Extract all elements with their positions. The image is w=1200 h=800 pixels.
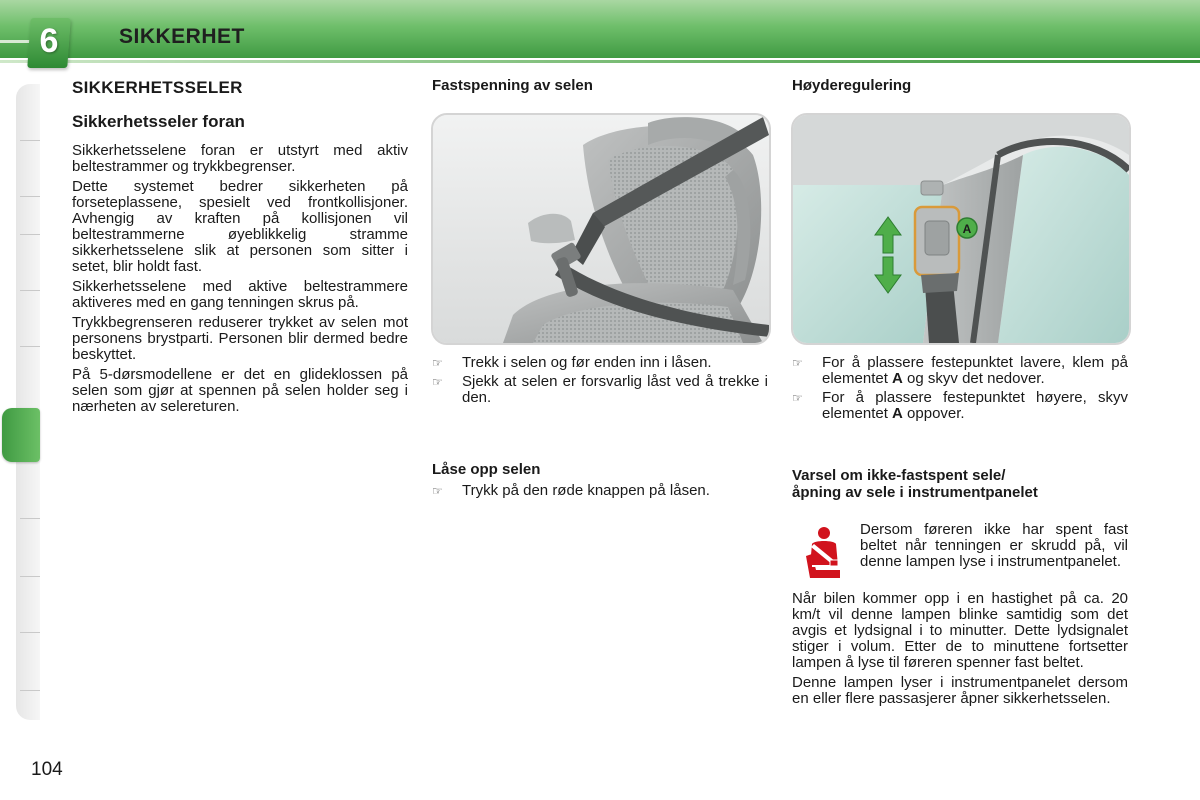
bullet-text: Trekk i selen og før enden inn i låsen. xyxy=(462,354,712,371)
side-tab-divider xyxy=(20,690,40,691)
paragraph: Sikkerhetsselene med aktive beltestrammere aktiveres med en gang tenningen skrus på. xyxy=(72,278,408,311)
side-tab-divider xyxy=(20,576,40,577)
column-3-warning xyxy=(792,467,1128,501)
element-label: A xyxy=(892,405,903,422)
paragraph: Dette systemet bedrer sikkerheten på forseteplassene, spesielt ved frontkollisjoner. Avhengig av kraften på kollisjonen vil beltestrammerne øyeblikkelig stramme sikkerhetsselene slik at personen som sitter i setet, blir holdt fast. xyxy=(72,178,408,275)
header-underline xyxy=(0,60,1200,63)
list-item xyxy=(432,355,768,371)
paragraph: Denne lampen lyser i instrumentpanelet dersom en eller flere passasjerer åpner sikkerhetsselen. xyxy=(792,674,1128,707)
paragraph: Sikkerhetsselene foran er utstyrt med aktiv beltestrammer og trykkbegrenser. xyxy=(72,142,408,175)
height-adjustment-steps xyxy=(792,355,1128,422)
element-label: A xyxy=(892,370,903,387)
heading-unbuckling: Låse opp selen xyxy=(432,461,541,478)
pointing-hand-icon: ☞ xyxy=(432,484,443,498)
header-left-line xyxy=(0,40,32,43)
heading-height-adjustment: Høyderegulering xyxy=(792,77,912,94)
column-3 xyxy=(792,76,1128,96)
pointing-hand-icon: ☞ xyxy=(432,375,443,389)
chapter-number: 6 xyxy=(39,22,59,60)
column-2-unlock xyxy=(432,460,768,502)
column-3-paragraphs xyxy=(792,591,1128,711)
list-item xyxy=(432,483,768,499)
side-tab-divider xyxy=(20,140,40,141)
paragraph: På 5-dørsmodellene er det en glideklossen på selen som gjør at spennen på selen holder seg i nærheten av selereturen. xyxy=(72,366,408,415)
height-adjuster-figure xyxy=(791,113,1131,345)
heading-warning-line1: Varsel om ikke-fastspent sele/ xyxy=(792,467,1006,484)
side-tab-divider xyxy=(20,518,40,519)
side-tab-divider xyxy=(20,234,40,235)
heading-warning xyxy=(792,467,1128,501)
page-number: 104 xyxy=(31,759,63,780)
heading-warning-line2: åpning av sele i instrumentpanelet xyxy=(792,484,1038,501)
list-item xyxy=(792,390,1128,422)
warning-text-block xyxy=(860,522,1128,574)
pointing-hand-icon: ☞ xyxy=(792,356,803,370)
bullet-text: Trykk på den røde knappen på låsen. xyxy=(462,482,710,499)
pointing-hand-icon: ☞ xyxy=(432,356,443,370)
heading-buckling: Fastspenning av selen xyxy=(432,77,593,94)
section-title: SIKKERHETSSELER xyxy=(72,78,243,97)
side-tab-strip xyxy=(16,84,40,720)
warning-text: Dersom føreren ikke har spent fast beltet når tenningen er skrudd på, vil denne lampen lyse i instrumentpanelet. xyxy=(860,521,1128,570)
seat-belt-figure xyxy=(431,113,771,345)
unbuckling-steps xyxy=(432,483,768,499)
column-2 xyxy=(432,76,768,96)
bullet-text: oppover. xyxy=(902,405,965,422)
side-tab-divider xyxy=(20,290,40,291)
belt-height-adjuster-illustration-icon xyxy=(793,115,1129,343)
subsection-title: Sikkerhetsseler foran xyxy=(72,112,245,131)
list-item xyxy=(432,374,768,406)
seatbelt-warning-icon xyxy=(800,526,844,582)
paragraph: Trykkbegrenseren reduserer trykket av selen mot personens brystparti. Personen blir dermed bedre beskyttet. xyxy=(72,314,408,363)
column-1 xyxy=(72,76,408,419)
column-2-bullets xyxy=(432,355,768,409)
bullet-text: For å plassere festepunktet høyere, skyv elementet xyxy=(822,389,1128,422)
seat-belt-seat-illustration-icon xyxy=(433,115,769,343)
figure-label-a: A xyxy=(962,222,972,236)
side-tab-divider xyxy=(20,196,40,197)
bullet-text: For å plassere festepunktet lavere, klem på elementet xyxy=(822,354,1128,387)
side-tab-active-chapter xyxy=(2,408,40,462)
bullet-text: og skyv det nedover. xyxy=(902,370,1045,387)
side-tab-divider xyxy=(20,632,40,633)
chapter-title: SIKKERHET xyxy=(119,25,245,48)
list-item xyxy=(792,355,1128,387)
side-tab-divider xyxy=(20,346,40,347)
column-3-bullets xyxy=(792,355,1128,425)
paragraph: Når bilen kommer opp i en hastighet på ca. 20 km/t vil denne lampen blinke samtidig som det avgis et lydsignal i to minutter. Dette lydsignalet stiger i volum. Etter de to minuttene fortsetter lampen å lyse til føreren spenner fast beltet. xyxy=(792,590,1128,671)
pointing-hand-icon: ☞ xyxy=(792,391,803,405)
bullet-text: Sjekk at selen er forsvarlig låst ved å trekke i den. xyxy=(462,373,768,406)
buckling-steps xyxy=(432,355,768,406)
